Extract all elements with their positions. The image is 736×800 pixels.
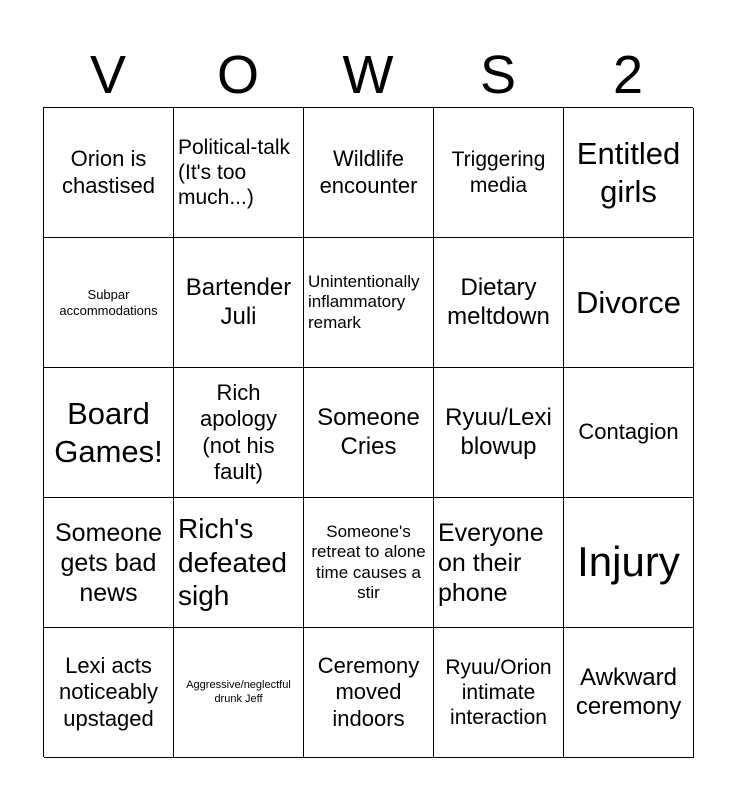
bingo-cell[interactable]: Bartender Juli [174, 238, 304, 368]
bingo-cell[interactable]: Ryuu/Lexi blowup [434, 368, 564, 498]
bingo-cell[interactable]: Ryuu/Orion intimate interaction [434, 628, 564, 758]
bingo-cell[interactable]: Lexi acts noticeably upstaged [44, 628, 174, 758]
bingo-cell[interactable]: Someone's retreat to alone time causes a stir [304, 498, 434, 628]
bingo-header [43, 46, 693, 104]
header-number-2: 2 [612, 45, 644, 105]
bingo-board [43, 107, 693, 757]
bingo-cell[interactable]: Aggressive/neglectful drunk Jeff [174, 628, 304, 758]
bingo-cell[interactable]: Orion is chastised [44, 108, 174, 238]
bingo-cell[interactable]: Wildlife encounter [304, 108, 434, 238]
bingo-cell[interactable]: Awkward ceremony [564, 628, 694, 758]
bingo-cell[interactable]: Injury [564, 498, 694, 628]
bingo-cell[interactable]: Rich's defeated sigh [174, 498, 304, 628]
bingo-cell[interactable]: Board Games! [44, 368, 174, 498]
bingo-cell[interactable]: Entitled girls [564, 108, 694, 238]
bingo-cell[interactable]: Rich apology (not his fault) [174, 368, 304, 498]
bingo-cell[interactable]: Ceremony moved indoors [304, 628, 434, 758]
bingo-cell[interactable]: Someone gets bad news [44, 498, 174, 628]
bingo-cell[interactable]: Divorce [564, 238, 694, 368]
bingo-cell[interactable]: Contagion [564, 368, 694, 498]
bingo-cell[interactable]: Dietary meltdown [434, 238, 564, 368]
header-letter-v: V [89, 45, 127, 105]
bingo-cell[interactable]: Unintentionally inflammatory remark [304, 238, 434, 368]
header-letter-w: W [342, 45, 394, 105]
bingo-cell[interactable]: Subpar accommodations [44, 238, 174, 368]
bingo-cell[interactable]: Someone Cries [304, 368, 434, 498]
bingo-cell[interactable]: Everyone on their phone [434, 498, 564, 628]
bingo-cell[interactable]: Triggering media [434, 108, 564, 238]
header-letter-s: S [479, 45, 517, 105]
bingo-cell[interactable]: Political-talk (It's too much...) [174, 108, 304, 238]
header-letter-o: O [216, 45, 259, 105]
